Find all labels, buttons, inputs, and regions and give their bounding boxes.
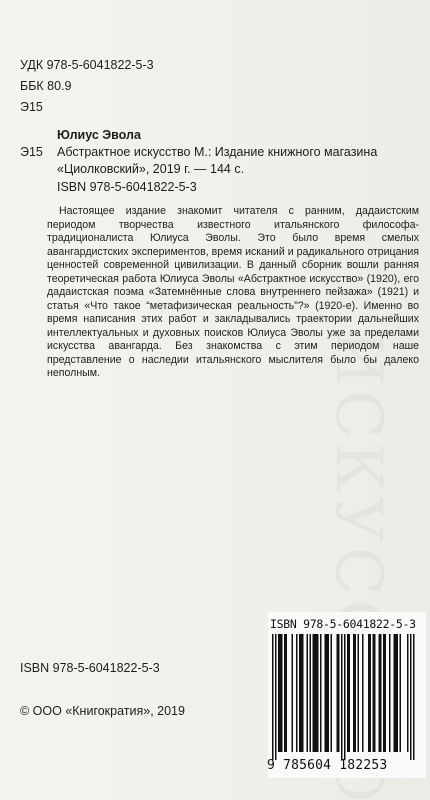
copyright-notice: © ООО «Книгократия», 2019 [20,704,185,718]
barcode-bar [379,634,381,752]
barcode-bar [413,634,415,760]
barcode-bar [385,634,387,752]
barcode-bar [370,634,372,752]
barcode-bar [328,634,330,752]
barcode-bar [281,634,283,752]
barcode-bars [272,634,422,762]
barcode-bar [349,634,351,752]
barcode-bar [310,634,312,752]
barcode-bar [374,634,376,752]
isbn-line: ISBN 978-5-6041822-5-3 [57,180,197,194]
barcode-bar [307,634,309,752]
barcode-bar [326,634,328,752]
barcode-bar [397,634,399,752]
barcode-digits: 9 785604 182253 [267,758,388,773]
barcode-bar [353,634,355,752]
barcode-bar [284,634,286,752]
barcode-isbn-label: ISBN 978-5-6041822-5-3 [270,617,416,631]
barcode-bar [362,634,364,752]
barcode-bar [347,634,349,752]
barcode-bar [316,634,318,752]
annotation-text: Настоящее издание знакомит читателя с ранним, дадаистским периодом творчества известного итальянского философа-традиционалиста Юлиуса Эволы. Это было время смелых авангардистских экспериментов, время исканий и радикального отрицания ценностей современной цивилизации. В данный сборник вошли ранняя теоретическая работа Юлиуса Эволы «Абстрактное искусство» (1920), его дадаистская поэма «Затемнённые слова внутреннего пейзажа» (1921) и статья «Что такое “метафизическая реальность”?» (1920-е). Именно во время написания этих работ и закладывались траектории дальнейших интеллектуальных и духовных поисков Юлиуса Эволы уже за пределами искусства авангарда. Без знакомства с этим периодом наше представление о наследии итальянского мыслителя было бы далеко неполным. [47,205,419,379]
barcode-bar [389,634,391,752]
barcode-bar [355,634,357,752]
isbn-footer: ISBN 978-5-6041822-5-3 [20,661,160,675]
barcode-bar [320,634,322,752]
barcode-bar [383,634,385,752]
barcode-bar [395,634,397,752]
barcode-bar [344,634,346,760]
author-code: Э15 [20,100,43,114]
bibliographic-line-2: «Циолковский», 2019 г. — 144 с. [57,162,245,176]
author-code-left: Э15 [20,145,43,159]
barcode-bar [325,634,327,752]
barcode-bar [292,634,294,752]
barcode-bar [275,634,277,760]
barcode-bar [394,634,396,752]
barcode-bar [358,634,360,752]
barcode-bar [301,634,303,752]
bbk-line: ББК 80.9 [20,79,72,93]
bibliographic-line-1: Абстрактное искусство М.: Издание книжного магазина [57,145,378,159]
barcode-bar [299,634,301,752]
udk-line: УДК 978-5-6041822-5-3 [20,58,154,72]
barcode-bar [313,634,315,752]
barcode-bar [410,634,412,760]
barcode-bar [341,634,343,760]
barcode-bar [317,634,319,752]
barcode-bar [331,634,333,752]
barcode-bar [272,634,274,760]
annotation [47,205,419,381]
barcode-bar [338,634,340,752]
barcode-bar [400,634,402,752]
author-name: Юлиус Эвола [57,128,141,142]
barcode-bar [407,634,409,752]
barcode-bar [302,634,304,752]
barcode-bar [314,634,316,752]
barcode-bar [280,634,282,752]
barcode-bar [368,634,370,752]
barcode-bar [278,634,280,752]
barcode-bar [373,634,375,752]
barcode-bar [296,634,298,752]
barcode-bar [380,634,382,752]
barcode-bar [337,634,339,752]
barcode-bar [286,634,288,752]
